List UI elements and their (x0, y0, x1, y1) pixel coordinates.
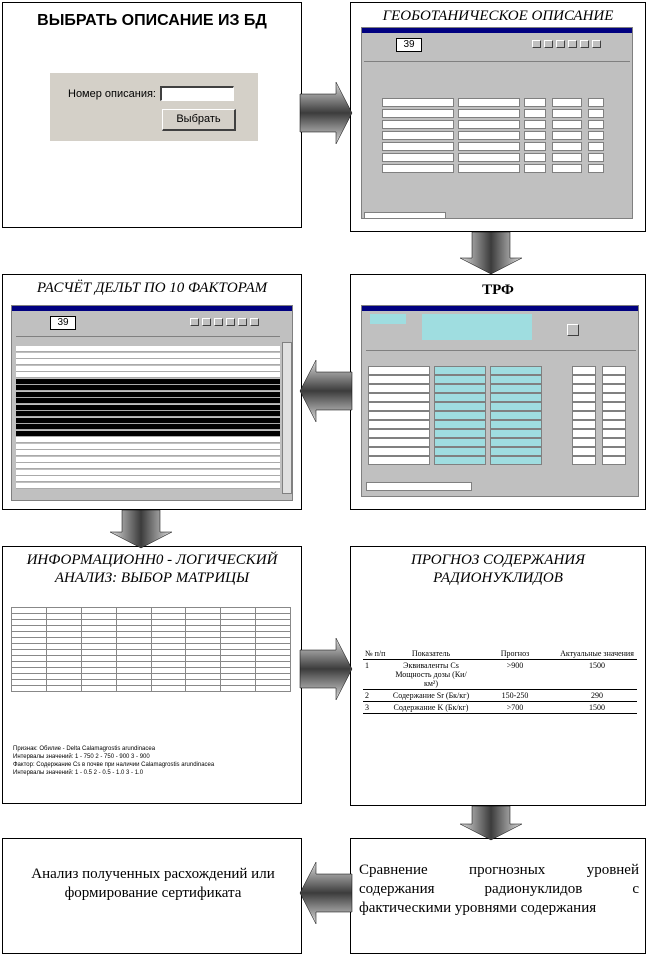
form-field (588, 131, 604, 140)
forecast-table (363, 648, 637, 714)
table-row (16, 392, 280, 398)
table-row (16, 398, 280, 404)
form-field (552, 109, 582, 118)
legend-line: Интервалы значений: 1 - 0.5 2 - 0.5 - 1.0 3 - 1.0 (13, 770, 144, 776)
form-field (572, 456, 596, 465)
table-row (16, 366, 280, 372)
indicator: Содержание K (Бк/кг) (389, 702, 473, 714)
select-button[interactable]: Выбрать (162, 109, 236, 131)
matrix-cell (221, 686, 256, 692)
form-field (490, 411, 542, 420)
table-row (363, 702, 637, 714)
matrix-cell (12, 686, 47, 692)
arrow-down-2 (110, 510, 172, 548)
actual-value: 1500 (557, 660, 637, 690)
form-field (572, 393, 596, 402)
row-number: 1 (363, 660, 389, 690)
indicator: Эквиваленты Сs Мощность дозы (Ки/км²) (389, 660, 473, 690)
form-field (382, 153, 454, 162)
form-field (490, 438, 542, 447)
arrow-right-2 (300, 638, 352, 700)
col-header: № п/п (363, 648, 389, 660)
form-field (490, 393, 542, 402)
form-field (572, 366, 596, 375)
panel-trf (350, 274, 646, 510)
form-field (602, 375, 626, 384)
form-field (490, 447, 542, 456)
table-row (16, 437, 280, 443)
form-field (490, 366, 542, 375)
form-field (458, 164, 520, 173)
form-field (602, 384, 626, 393)
panel-comparison (350, 838, 646, 954)
form-field (552, 153, 582, 162)
scrollbar (282, 342, 292, 494)
panel-title-line2: АНАЛИЗ: ВЫБОР МАТРИЦЫ (54, 570, 250, 586)
matrix-table (11, 607, 291, 717)
form-field (490, 420, 542, 429)
form-field (552, 120, 582, 129)
form-field (368, 420, 430, 429)
table-row (16, 418, 280, 424)
panel-deltas-calculation (2, 274, 302, 510)
form-field (368, 429, 430, 438)
panel-title: РАСЧЁТ ДЕЛЬТ ПО 10 ФАКТОРАМ (36, 280, 268, 296)
table-row (16, 457, 280, 463)
form-field (552, 131, 582, 140)
form-field (382, 142, 454, 151)
form-field (588, 164, 604, 173)
table-row (16, 411, 280, 417)
table-row (16, 346, 280, 352)
form-field (572, 375, 596, 384)
form-field (434, 447, 486, 456)
form-field (552, 98, 582, 107)
form-field (458, 153, 520, 162)
panel-title: ТРФ (482, 282, 514, 298)
form-field (458, 142, 520, 151)
form-field (588, 142, 604, 151)
form-field (368, 456, 430, 465)
form-field (572, 402, 596, 411)
forecast-value: >900 (473, 660, 557, 690)
description-number-label: Номер описания: (68, 88, 156, 100)
form-field (490, 402, 542, 411)
form-field (602, 411, 626, 420)
arrow-left-1 (300, 360, 352, 422)
form-field (588, 109, 604, 118)
form-field (572, 411, 596, 420)
table-row (16, 463, 280, 469)
form-field (524, 120, 546, 129)
table-row (16, 405, 280, 411)
row-number: 3 (363, 702, 389, 714)
form-field (434, 420, 486, 429)
form-field (602, 429, 626, 438)
col-header: Показатель (389, 648, 473, 660)
form-field (602, 402, 626, 411)
form-field (602, 420, 626, 429)
form-field (434, 456, 486, 465)
form-field (602, 456, 626, 465)
table-row (16, 450, 280, 456)
legend-line: Фактор: Содержание Сs в почве при наличии Calamagrostis arundinacea (13, 762, 215, 768)
actual-value: 290 (557, 690, 637, 702)
legend-line: Признак: Обилие - Delta Calamagrostis arundinacea (13, 746, 156, 752)
form-field (458, 109, 520, 118)
panel-title-line1: ИНФОРМАЦИОНН0 - ЛОГИЧЕСКИЙ (26, 552, 278, 568)
form-field (434, 393, 486, 402)
form-field (572, 384, 596, 393)
forecast-value: >700 (473, 702, 557, 714)
form-field (572, 429, 596, 438)
form-field (382, 109, 454, 118)
form-field (382, 120, 454, 129)
form-field (368, 402, 430, 411)
legend-line: Интервалы значений: 1 - 750 2 - 750 - 900 3 - 900 (13, 754, 150, 760)
form-field (368, 384, 430, 393)
form-field (524, 131, 546, 140)
form-field (572, 438, 596, 447)
form-field (434, 402, 486, 411)
matrix-cell (151, 686, 186, 692)
form-field (490, 384, 542, 393)
table-row (16, 353, 280, 359)
divider (16, 336, 280, 337)
form-field (490, 429, 542, 438)
table-row (16, 359, 280, 365)
form-field (382, 98, 454, 107)
table-row (16, 476, 280, 482)
point-number: 39 (396, 38, 422, 52)
description-number-input[interactable] (160, 86, 234, 101)
table-row (16, 470, 280, 476)
matrix-cell (256, 686, 291, 692)
form-field (458, 98, 520, 107)
form-field (524, 164, 546, 173)
form-field (490, 375, 542, 384)
geobotanical-screenshot (361, 27, 633, 219)
form-field (368, 447, 430, 456)
form-field (434, 429, 486, 438)
form-field (552, 164, 582, 173)
table-row (16, 379, 280, 385)
form-field (524, 142, 546, 151)
arrow-left-2 (300, 862, 352, 924)
matrix-cell (81, 686, 116, 692)
table-row (16, 372, 280, 378)
panel-analysis-certificate (2, 838, 302, 954)
analysis-text: Анализ полученных расхождений или формирование сертификата (31, 866, 275, 901)
form-field (434, 384, 486, 393)
form-field (382, 131, 454, 140)
panel-geobotanical-description (350, 2, 646, 232)
indicator: Содержание Sr (Бк/кг) (389, 690, 473, 702)
form-field (524, 153, 546, 162)
table-row (363, 660, 637, 690)
form-field (458, 131, 520, 140)
col-header: Прогноз (473, 648, 557, 660)
form-field (434, 411, 486, 420)
table-row (16, 385, 280, 391)
form-field (602, 393, 626, 402)
form-field (552, 142, 582, 151)
arrow-right-1 (300, 82, 352, 144)
matrix-legend (13, 745, 293, 777)
actual-value: 1500 (557, 702, 637, 714)
form-field (368, 366, 430, 375)
point-number: 39 (50, 316, 76, 330)
panel-title-line2: РАДИОНУКЛИДОВ (433, 570, 563, 586)
select-dialog (50, 73, 258, 141)
form-field (458, 120, 520, 129)
form-field (572, 420, 596, 429)
matrix-row (12, 686, 291, 692)
form-field (602, 366, 626, 375)
forecast-value: 150-250 (473, 690, 557, 702)
col-header: Актуальные значения (557, 648, 637, 660)
comparison-text: Сравнение прогнозных уровней содержания радионуклидов с фактическими уровнями содержания (359, 862, 639, 916)
form-field (602, 438, 626, 447)
form-field (368, 393, 430, 402)
panel-title-line1: ПРОГНОЗ СОДЕРЖАНИЯ (411, 552, 585, 568)
form-field (524, 98, 546, 107)
trf-screenshot (361, 305, 639, 497)
form-field (588, 120, 604, 129)
form-field (434, 438, 486, 447)
form-field (368, 411, 430, 420)
table-row (16, 483, 280, 489)
form-field (588, 153, 604, 162)
form-field (490, 456, 542, 465)
deltas-screenshot (11, 305, 293, 501)
panel-title: ВЫБРАТЬ ОПИСАНИЕ ИЗ БД (37, 12, 267, 29)
form-field (602, 447, 626, 456)
form-field (572, 447, 596, 456)
matrix-cell (46, 686, 81, 692)
panel-title: ГЕОБОТАНИЧЕСКОЕ ОПИСАНИЕ (382, 8, 614, 24)
form-field (434, 375, 486, 384)
table-row (363, 690, 637, 702)
form-field (368, 375, 430, 384)
row-number: 2 (363, 690, 389, 702)
table-row (16, 431, 280, 437)
form-field (382, 164, 454, 173)
form-field (368, 438, 430, 447)
form-field (434, 366, 486, 375)
table-row (16, 444, 280, 450)
form-field (588, 98, 604, 107)
matrix-cell (186, 686, 221, 692)
form-field (524, 109, 546, 118)
arrow-down-3 (460, 806, 522, 840)
table-row (16, 424, 280, 430)
matrix-cell (116, 686, 151, 692)
arrow-down-1 (460, 232, 522, 274)
panel-logic-analysis (2, 546, 302, 804)
panel-select-description (2, 2, 302, 228)
